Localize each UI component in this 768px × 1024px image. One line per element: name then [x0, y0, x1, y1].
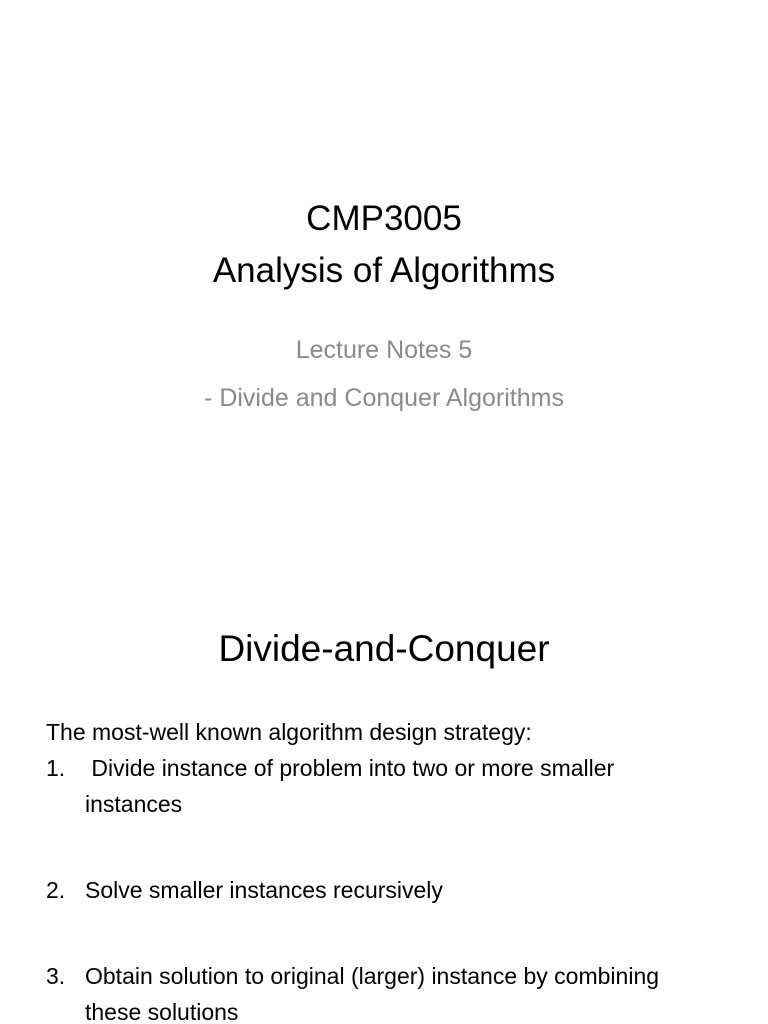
- intro-text: The most-well known algorithm design strategy:: [46, 719, 532, 745]
- course-code: CMP3005: [306, 199, 462, 238]
- list-item: [46, 872, 736, 908]
- course-title: Analysis of Algorithms: [212, 251, 556, 290]
- list-item-text: Divide instance of problem into two or more smaller instances: [85, 755, 621, 817]
- slide-body: [46, 714, 736, 1024]
- slide-subtitle: [0, 326, 768, 422]
- list-item-number: 2.: [46, 877, 66, 903]
- slide-title: [0, 193, 768, 297]
- list-item-text: Obtain solution to original (larger) instance by combining these solutions: [85, 963, 660, 1024]
- steps-list: [46, 750, 736, 1024]
- slide-heading: Divide-and-Conquer: [218, 628, 550, 669]
- list-item-number: 3.: [46, 963, 66, 989]
- list-item-number: 1.: [46, 755, 66, 781]
- lecture-number: Lecture Notes 5: [295, 336, 473, 364]
- list-item-text: Solve smaller instances recursively: [85, 877, 443, 903]
- list-item: [46, 958, 736, 1024]
- lecture-topic: - Divide and Conquer Algorithms: [204, 384, 564, 412]
- content-slide: [0, 576, 768, 1024]
- list-item: [46, 750, 736, 822]
